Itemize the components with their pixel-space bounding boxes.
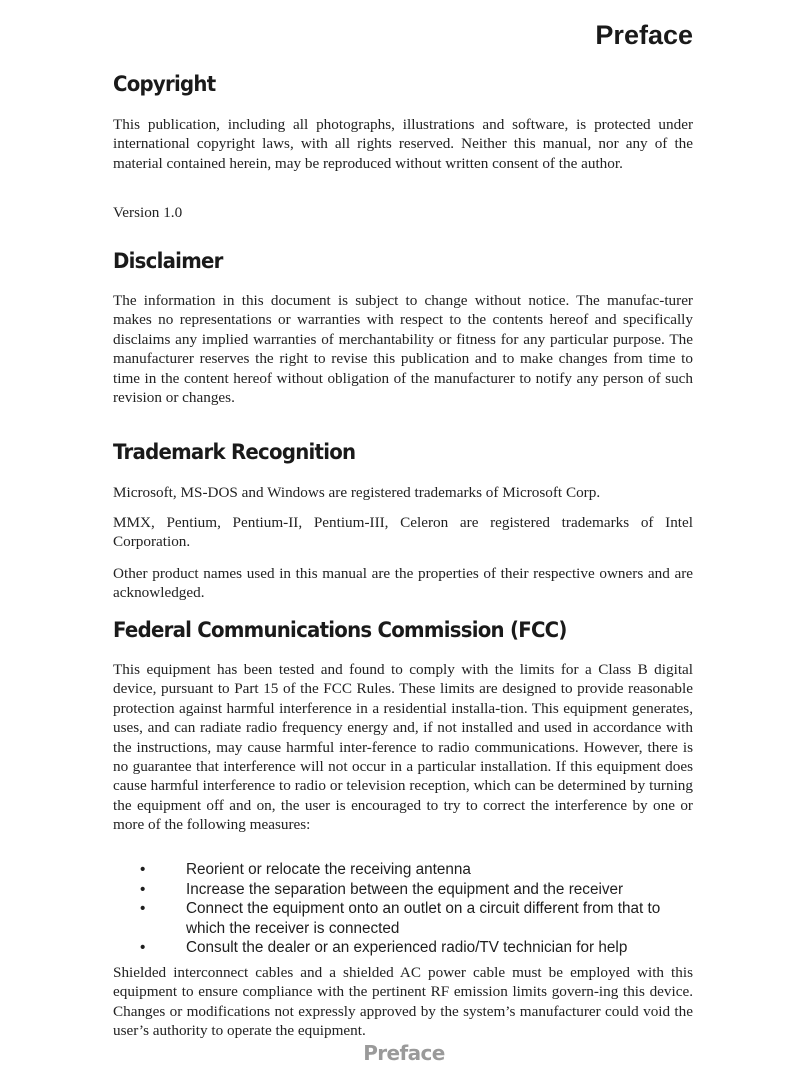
list-item bbox=[113, 880, 693, 900]
list-item-text: Increase the separation between the equipment and the receiver bbox=[186, 880, 624, 898]
list-item bbox=[113, 899, 693, 938]
trademark-paragraph-microsoft: Microsoft, MS-DOS and Windows are registered trademarks of Microsoft Corp. bbox=[113, 484, 601, 501]
bullet-icon: • bbox=[140, 880, 146, 898]
list-item-text: Consult the dealer or an experienced radio/TV technician for help bbox=[186, 939, 628, 956]
list-item-text: Reorient or relocate the receiving antenna bbox=[186, 861, 471, 878]
page-footer-label: Preface bbox=[363, 1041, 445, 1065]
copyright-paragraph: This publication, including all photographs, illustrations and software, is protected under international copyright laws, with all rights reserved. Neither this manual, nor any of the material contained herein, may be reproduced without written consent of the author. bbox=[113, 116, 693, 172]
disclaimer-paragraph: The information in this document is subject to change without notice. The manufac-turer makes no representations or warranties with respect to the contents hereof and specifically disclaims any implied warranties of merchantability or fitness for any particular purpose. The manufacturer reserves the right to revise this publication and to make changes from time to time in the content hereof without obligation of the manufacturer to notify any person of such revision or changes. bbox=[113, 292, 693, 407]
fcc-measures-list bbox=[113, 860, 693, 958]
list-item bbox=[113, 938, 693, 958]
trademark-paragraph-other: Other product names used in this manual are the properties of their respective owners and are acknowledged. bbox=[113, 565, 693, 602]
page-header-title: Preface bbox=[595, 20, 693, 50]
list-item-text: Connect the equipment onto an outlet on a circuit different from that to which the receiver is connected bbox=[186, 900, 661, 937]
document-page bbox=[113, 0, 693, 1092]
fcc-heading: Federal Communications Commission (FCC) bbox=[113, 618, 567, 642]
version-text: Version 1.0 bbox=[113, 204, 183, 221]
fcc-paragraph: This equipment has been tested and found to comply with the limits for a Class B digital device, pursuant to Part 15 of the FCC Rules. These limits are designed to provide reasonable protection against harmful interference in a residential installa-tion. This equipment generates, uses, and can radiate radio frequency energy and, if not installed and used in accordance with the instructions, may cause harmful inter-ference to radio communications. However, there is no guarantee that interference will not occur in a particular installation. If this equipment does cause harmful interference to radio or television reception, which can be determined by turning the equipment off and on, the user is encouraged to try to correct the interference by one or more of the following measures: bbox=[113, 661, 693, 834]
trademark-heading: Trademark Recognition bbox=[113, 440, 356, 464]
bullet-icon: • bbox=[140, 900, 146, 917]
trademark-paragraph-intel: MMX, Pentium, Pentium-II, Pentium-III, Celeron are registered trademarks of Intel Corporation. bbox=[113, 514, 693, 551]
disclaimer-heading: Disclaimer bbox=[113, 249, 223, 273]
list-item bbox=[113, 860, 693, 880]
copyright-heading: Copyright bbox=[113, 72, 216, 96]
fcc-shielded-cables-paragraph: Shielded interconnect cables and a shielded AC power cable must be employed with this equipment to ensure compliance with the pertinent RF emission limits govern-ing this device. Changes or modifications not expressly approved by the system’s manufacturer could void the user’s authority to operate the equipment. bbox=[113, 964, 693, 1040]
bullet-icon: • bbox=[140, 939, 146, 956]
bullet-icon: • bbox=[140, 861, 146, 878]
